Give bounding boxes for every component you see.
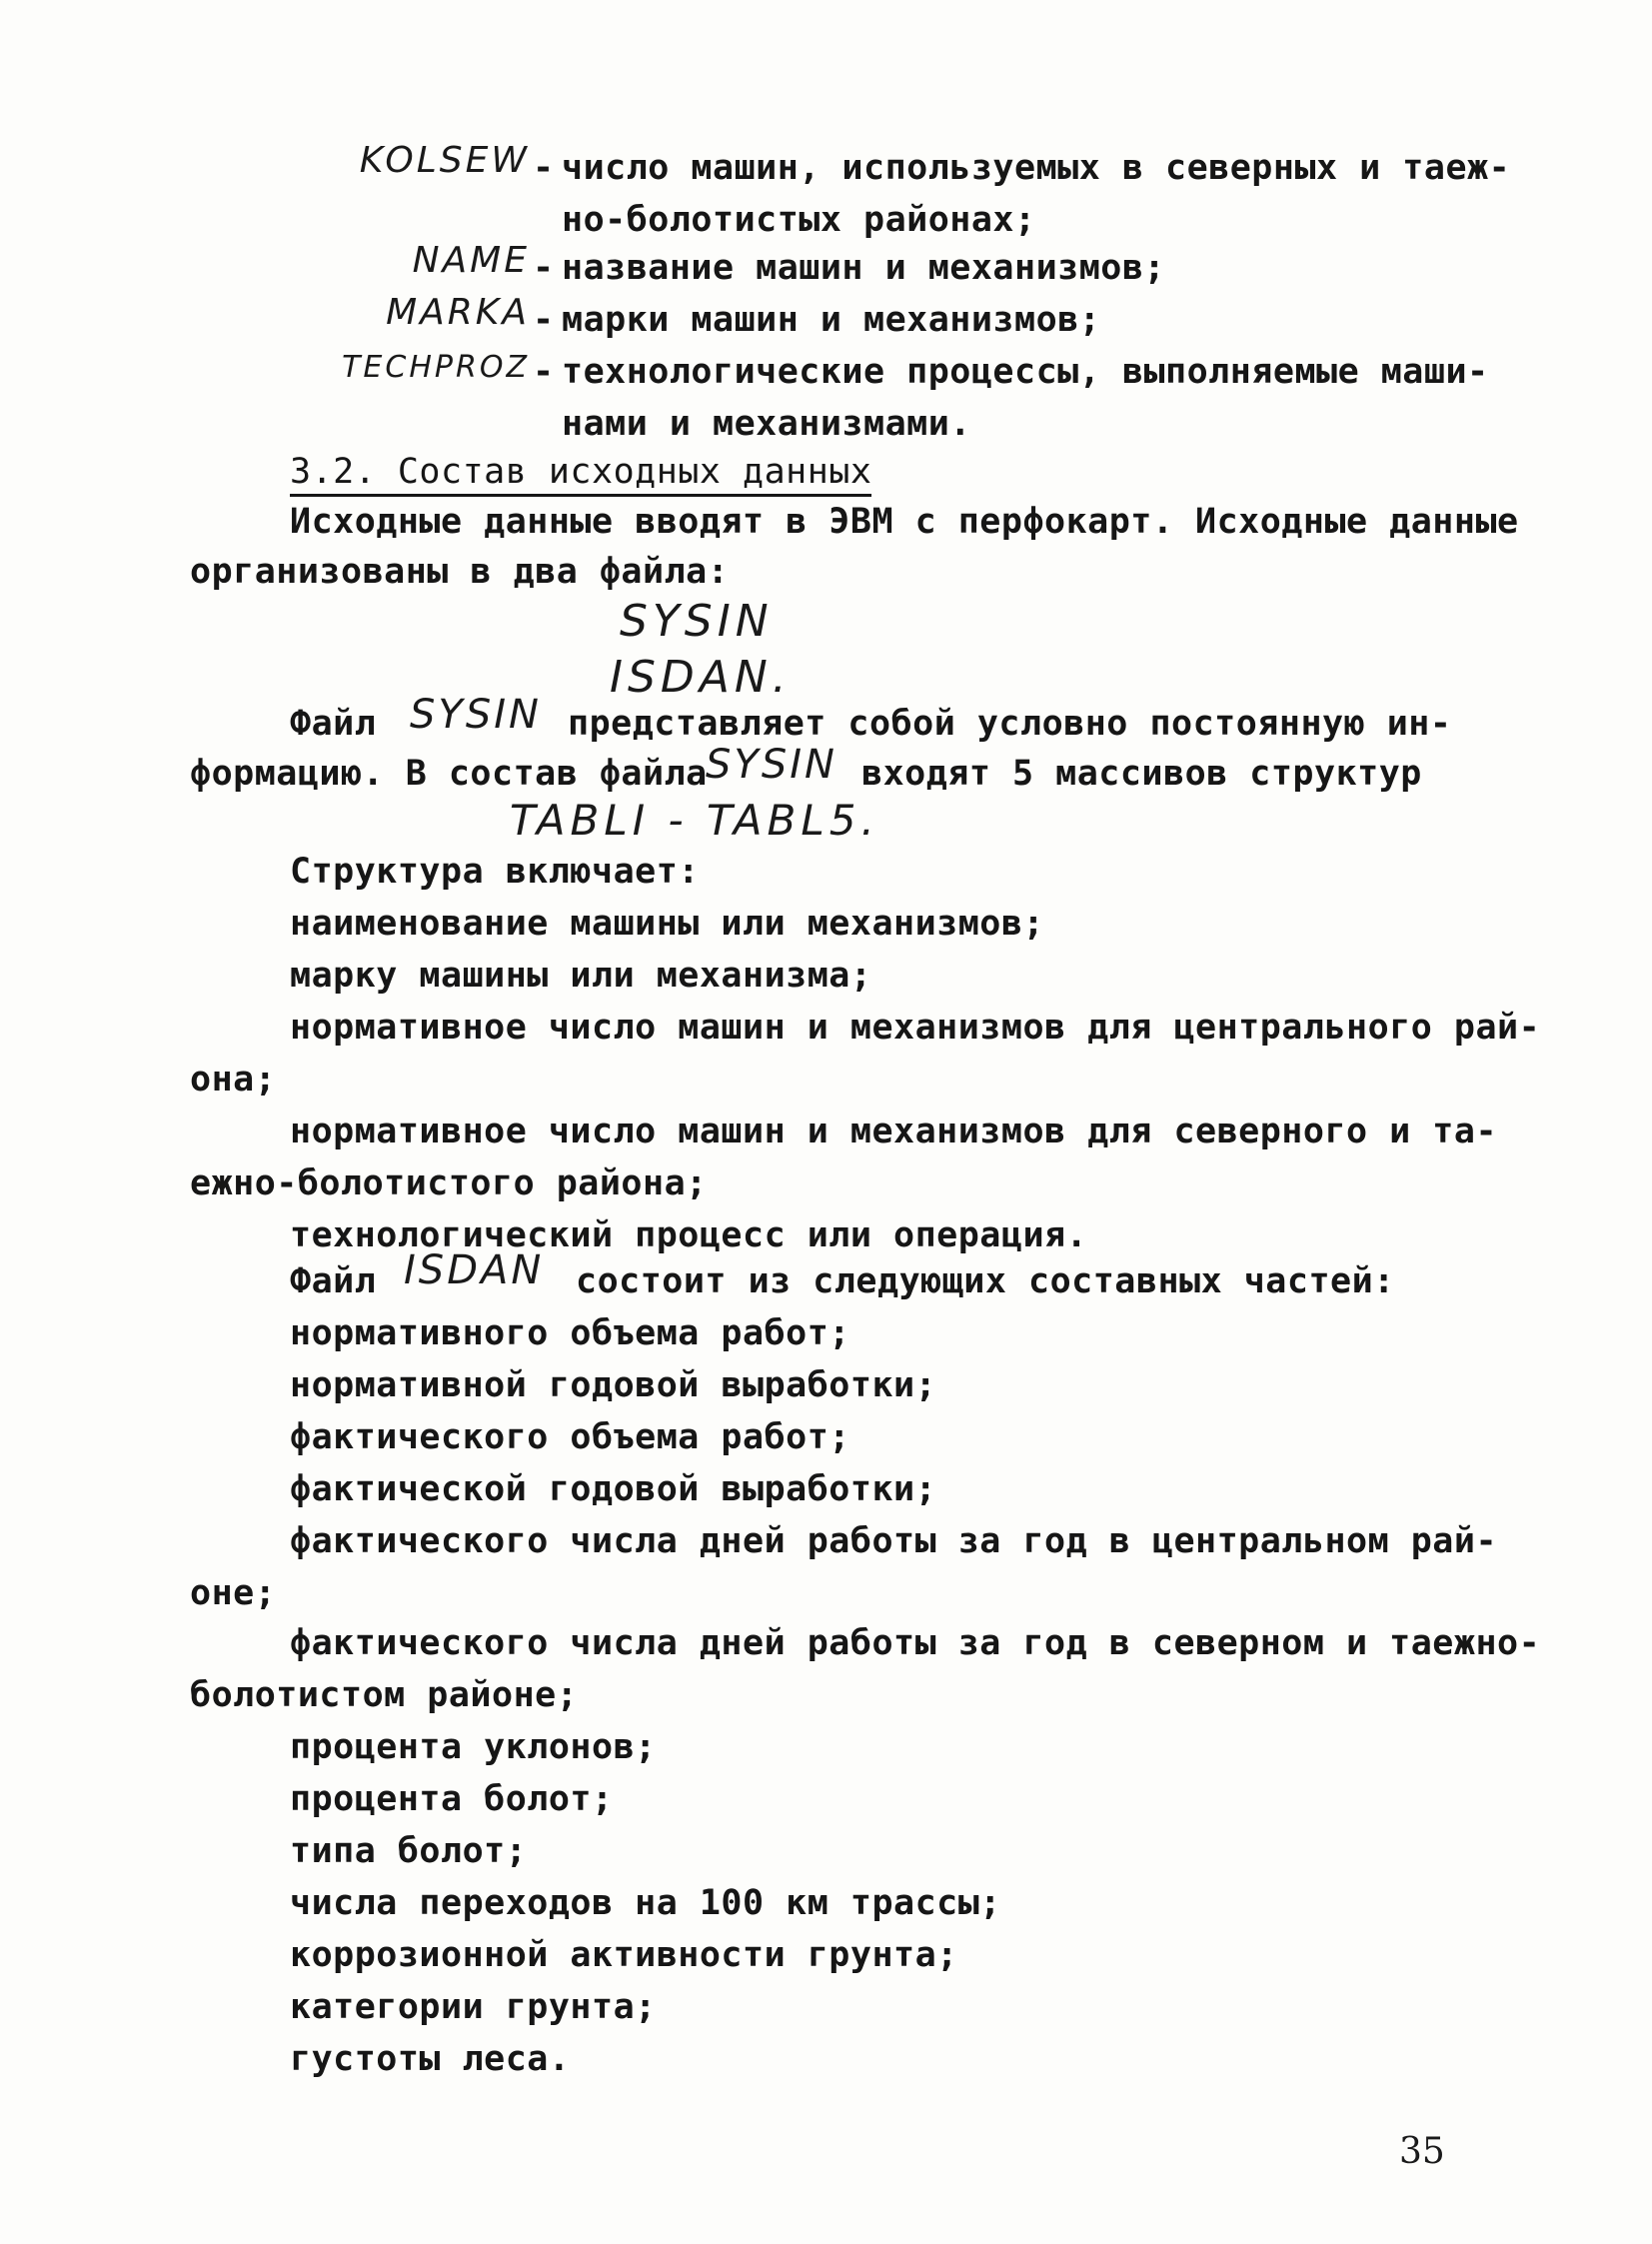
definition-text: число машин, используемых в северных и таеж- [562,148,1511,188]
list-item: нормативное число машин и механизмов для северного и та- [290,1112,1498,1151]
list-item: оне; [190,1573,277,1613]
list-item: процента болот; [290,1779,614,1819]
definition-text: технологические процессы, выполняемые маши- [562,352,1489,392]
list-item: фактического объема работ; [290,1417,850,1457]
list-item: фактического числа дней работы за год в северном и таежно- [290,1623,1541,1663]
definition-text: но-болотистых районах; [562,200,1036,240]
file-name-inline: SYSIN [410,692,542,738]
tables-range: TABLI - TABL5. [510,796,879,845]
definition-text: название машин и механизмов; [562,248,1166,288]
list-item: типа болот; [290,1831,528,1871]
list-item: нормативной годовой выработки; [290,1365,937,1405]
paragraph-text: состоит из следующих составных частей: [576,1261,1395,1301]
list-item: она; [190,1060,277,1100]
paragraph-text: Файл [290,704,377,744]
list-item: категории грунта; [290,1987,657,2027]
paragraph-line: организованы в два файла: [190,552,730,592]
term-dash: - [533,248,555,288]
list-item: нормативное число машин и механизмов для центрального рай- [290,1008,1541,1048]
section-heading: 3.2. Состав исходных данных [290,452,871,497]
list-item: числа переходов на 100 км трассы; [290,1883,1001,1923]
file-name-inline: SYSIN [706,742,837,788]
paragraph-line: Исходные данные вводят в ЭВМ с перфокарт. Исходные данные [290,502,1519,542]
term-techproz: TECHPROZ [342,350,530,385]
list-item: технологический процесс или операция. [290,1215,1088,1255]
list-item: коррозионной активности грунта; [290,1935,958,1975]
list-item: фактической годовой выработки; [290,1469,937,1509]
term-marka: MARKA [386,292,530,333]
term-dash: - [533,148,555,188]
file-name-inline: ISDAN [404,1247,545,1293]
list-item: процента уклонов; [290,1727,657,1767]
term-kolsew: KOLSEW [359,140,530,181]
list-item: болотистом районе; [190,1675,579,1715]
file-name-isdan: ISDAN. [610,652,792,703]
paragraph-text: представляет собой условно постоянную ин- [568,704,1452,744]
list-item: густоты леса. [290,2039,571,2079]
list-item: ежно-болотистого района; [190,1163,708,1203]
paragraph-text: Файл [290,1261,377,1301]
term-dash: - [533,352,555,392]
term-dash: - [533,300,555,340]
paragraph-text: входят 5 массивов структур [861,754,1422,794]
list-item: марку машины или механизма; [290,956,872,996]
page-number: 35 [1399,2131,1445,2172]
file-name-sysin: SYSIN [620,596,774,647]
definition-text: марки машин и механизмов; [562,300,1101,340]
paragraph-text: формацию. В состав файла [190,754,708,794]
term-name: NAME [412,240,530,281]
definition-text: нами и механизмами. [562,404,971,444]
list-intro: Структура включает: [290,852,700,892]
list-item: фактического числа дней работы за год в центральном рай- [290,1521,1498,1561]
list-item: наименование машины или механизмов; [290,904,1045,944]
list-item: нормативного объема работ; [290,1313,850,1353]
